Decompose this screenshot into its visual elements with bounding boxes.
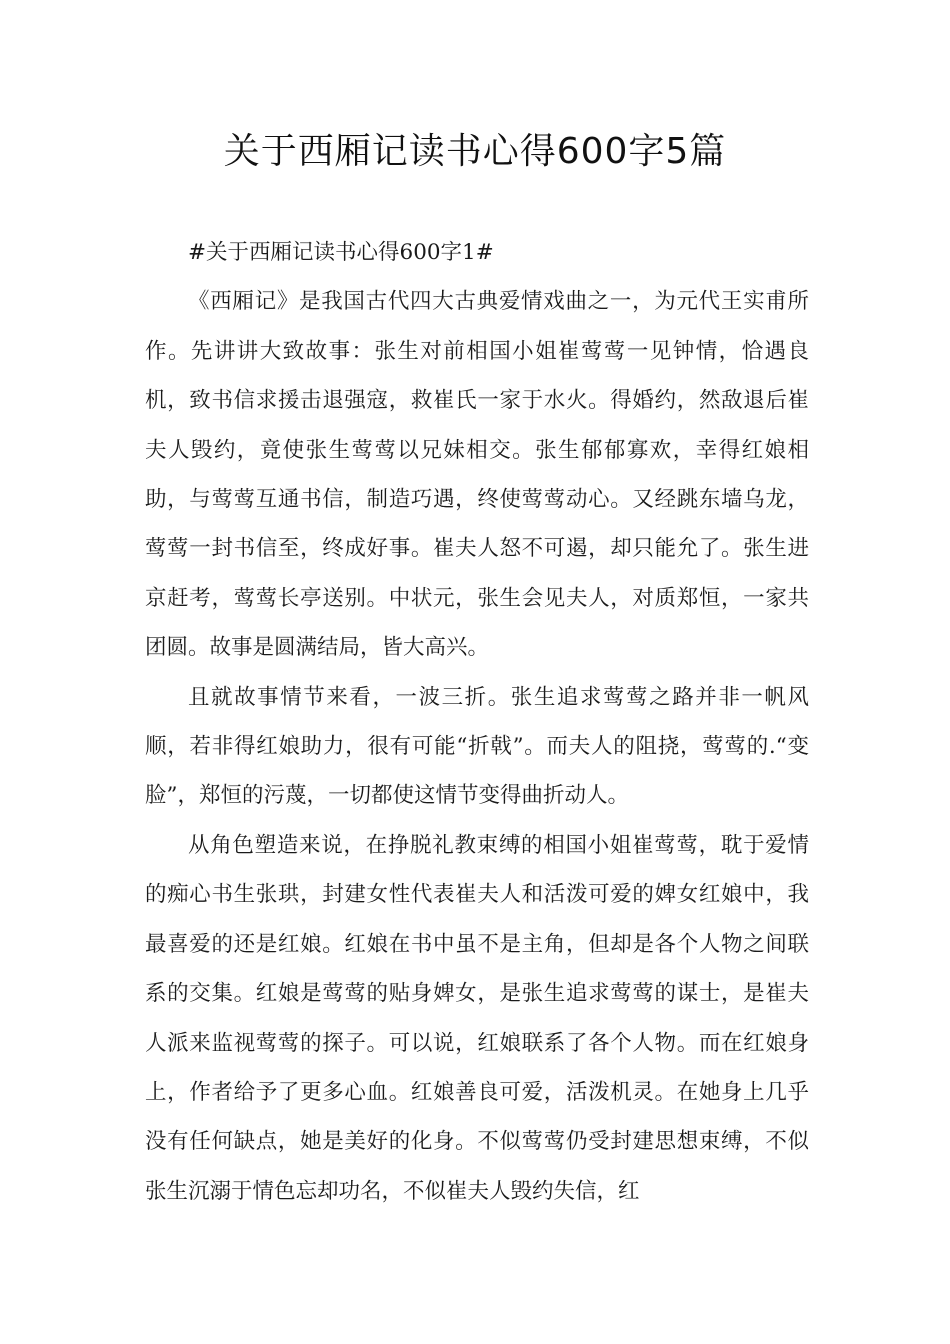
- paragraph-story-summary: 《西厢记》是我国古代四大古典爱情戏曲之一，为元代王实甫所作。先讲讲大致故事：张生对前相国小姐崔莺莺一见钟情，恰遇良机，致书信求援击退强寇，救崔氏一家于水火。得婚约，然敌退后崔夫人毁约，竟使张生莺莺以兄妹相交。张生郁郁寡欢，幸得红娘相助，与莺莺互通书信，制造巧遇，终使莺莺动心。又经跳东墙乌龙，莺莺一封书信至，终成好事。崔夫人怒不可遏，却只能允了。张生进京赶考，莺莺长亭送别。中状元，张生会见夫人，对质郑恒，一家共团圆。故事是圆满结局，皆大高兴。: [145, 289, 809, 661]
- paragraph-plot: 且就故事情节来看，一波三折。张生追求莺莺之路并非一帆风顺，若非得红娘助力，很有可能“折戟”。而夫人的阻挠，莺莺的.“变脸”，郑恒的污蔑，一切都使这情节变得曲折动人。: [145, 684, 809, 809]
- section-heading: #关于西厢记读书心得600字1#: [188, 240, 494, 265]
- document-title: 关于西厢记读书心得600字5篇: [223, 131, 727, 172]
- paragraph-characters: 从角色塑造来说，在挣脱礼教束缚的相国小姐崔莺莺，耽于爱情的痴心书生张珙，封建女性代表崔夫人和活泼可爱的婢女红娘中，我最喜爱的还是红娘。红娘在书中虽不是主角，但却是各个人物之间联系的交集。红娘是莺莺的贴身婢女，是张生追求莺莺的谋士，是崔夫人派来监视莺莺的探子。可以说，红娘联系了各个人物。而在红娘身上，作者给予了更多心血。红娘善良可爱，活泼机灵。在她身上几乎没有任何缺点，她是美好的化身。不似莺莺仍受封建思想束缚，不似张生沉溺于情色忘却功名，不似崔夫人毁约失信，红: [145, 832, 809, 1204]
- document-body: [145, 228, 809, 1216]
